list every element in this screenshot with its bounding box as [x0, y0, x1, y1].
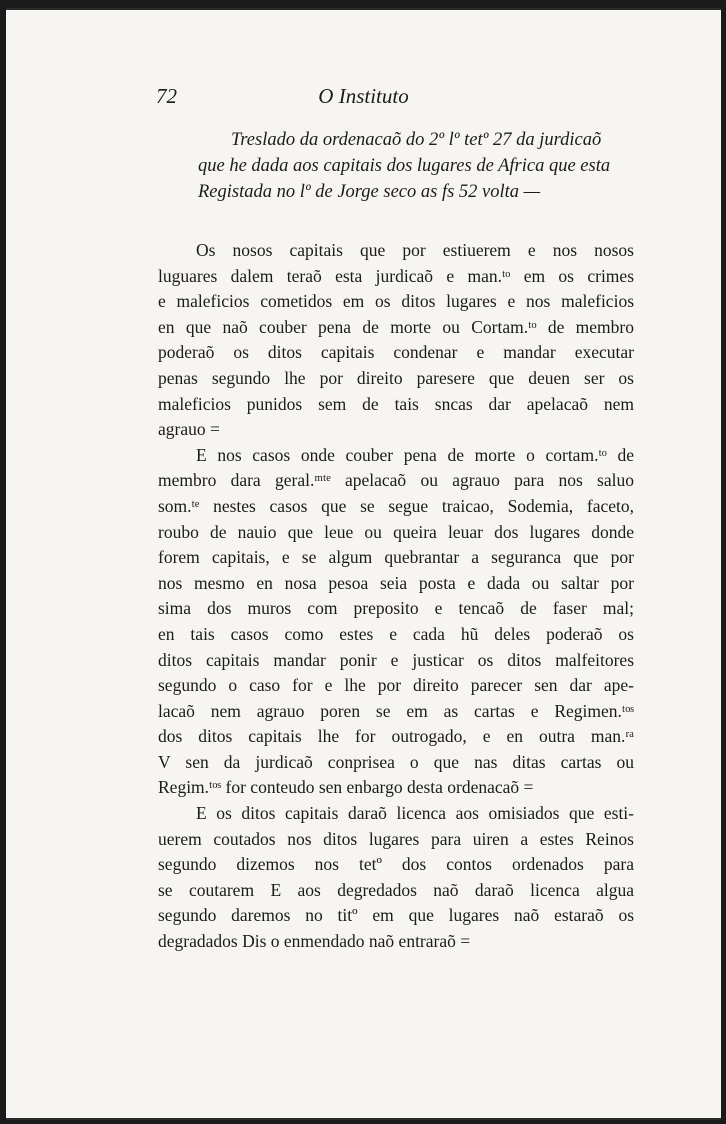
page-border-top [6, 8, 721, 10]
page-header [6, 80, 721, 110]
text-line: segundo dizemos nos tetº dos contos ordenados para [158, 854, 634, 875]
text-line: E nos casos onde couber pena de morte o cortam.ᵗᵒ de [196, 444, 634, 465]
text-line: V sen da jurdicaõ conprisea o que nas ditas cartas ou [158, 751, 634, 772]
document-page [6, 8, 721, 1120]
document-heading [196, 127, 646, 205]
text-line: degradados Dis o enmendado naõ entraraõ = [158, 931, 471, 952]
text-line: segundo o caso for e lhe por direito parecer sen dar ape- [158, 675, 634, 696]
text-line: Regim.ᵗᵒˢ for conteudo sen enbargo desta ordenacaõ = [158, 777, 534, 798]
heading-line: Treslado da ordenacaõ do 2º lº tetº 27 da jurdicaõ [231, 130, 602, 150]
text-line: en tais casos como estes e cada hũ deles poderaõ os [158, 623, 634, 644]
text-line: sima dos muros com preposito e tencaõ de faser mal; [158, 598, 634, 619]
text-line: Os nosos capitais que por estiuerem e nos nosos [196, 240, 634, 260]
heading-line: que he dada aos capitais dos lugares de Africa que esta [198, 156, 611, 176]
text-line: agrauo = [158, 419, 220, 440]
text-line: nos mesmo en nosa pesoa seia posta e dada ou saltar por [158, 572, 634, 593]
text-line: uerem coutados nos ditos lugares para uiren a estes Reinos [158, 828, 634, 849]
text-line: E os ditos capitais daraõ licenca aos omisiados que esti- [196, 803, 634, 824]
text-line: segundo daremos no titº em que lugares naõ estaraõ os [158, 905, 634, 926]
paragraph-3 [158, 801, 634, 955]
text-line: forem capitais, e se algum quebrantar a seguranca que por [158, 547, 634, 568]
text-line: poderaõ os ditos capitais condenar e mandar executar [158, 342, 634, 363]
text-line: penas segundo lhe por direito paresere que deuen ser os [158, 367, 634, 388]
text-line: en que naõ couber pena de morte ou Cortam.ᵗᵒ de membro [158, 316, 634, 337]
text-line: se coutarem E aos degredados naõ daraõ licenca algua [158, 879, 634, 900]
body-text [158, 238, 634, 955]
page-number: 72 [156, 84, 177, 108]
text-line: ditos capitais mandar ponir e justicar os ditos malfeitores [158, 649, 634, 670]
running-title: O Instituto [318, 84, 409, 108]
text-line: luguares dalem teraõ esta jurdicaõ e man.ᵗᵒ em os crimes [158, 265, 634, 286]
page-border-bottom [6, 1118, 721, 1120]
text-line: lacaõ nem agrauo poren se em as cartas e Regimen.ᵗᵒˢ [158, 700, 634, 721]
text-line: membro dara geral.ᵐᵗᵉ apelacaõ ou agrauo para nos saluo [158, 470, 634, 491]
paragraph-1 [158, 238, 634, 443]
text-line: roubo de nauio que leue ou queira leuar dos lugares donde [158, 521, 634, 542]
text-line: maleficios punidos sem de tais sncas dar apelacaõ nem [158, 393, 634, 414]
text-line: som.ᵗᵉ nestes casos que se segue traicao, Sodemia, faceto, [158, 495, 634, 516]
text-line: dos ditos capitais lhe for outrogado, e en outra man.ʳᵃ [158, 726, 634, 747]
paragraph-2 [158, 443, 634, 801]
text-line: e maleficios cometidos em os ditos lugares e nos maleficios [158, 291, 634, 312]
heading-line: Registada no lº de Jorge seco as fs 52 volta — [198, 182, 541, 202]
